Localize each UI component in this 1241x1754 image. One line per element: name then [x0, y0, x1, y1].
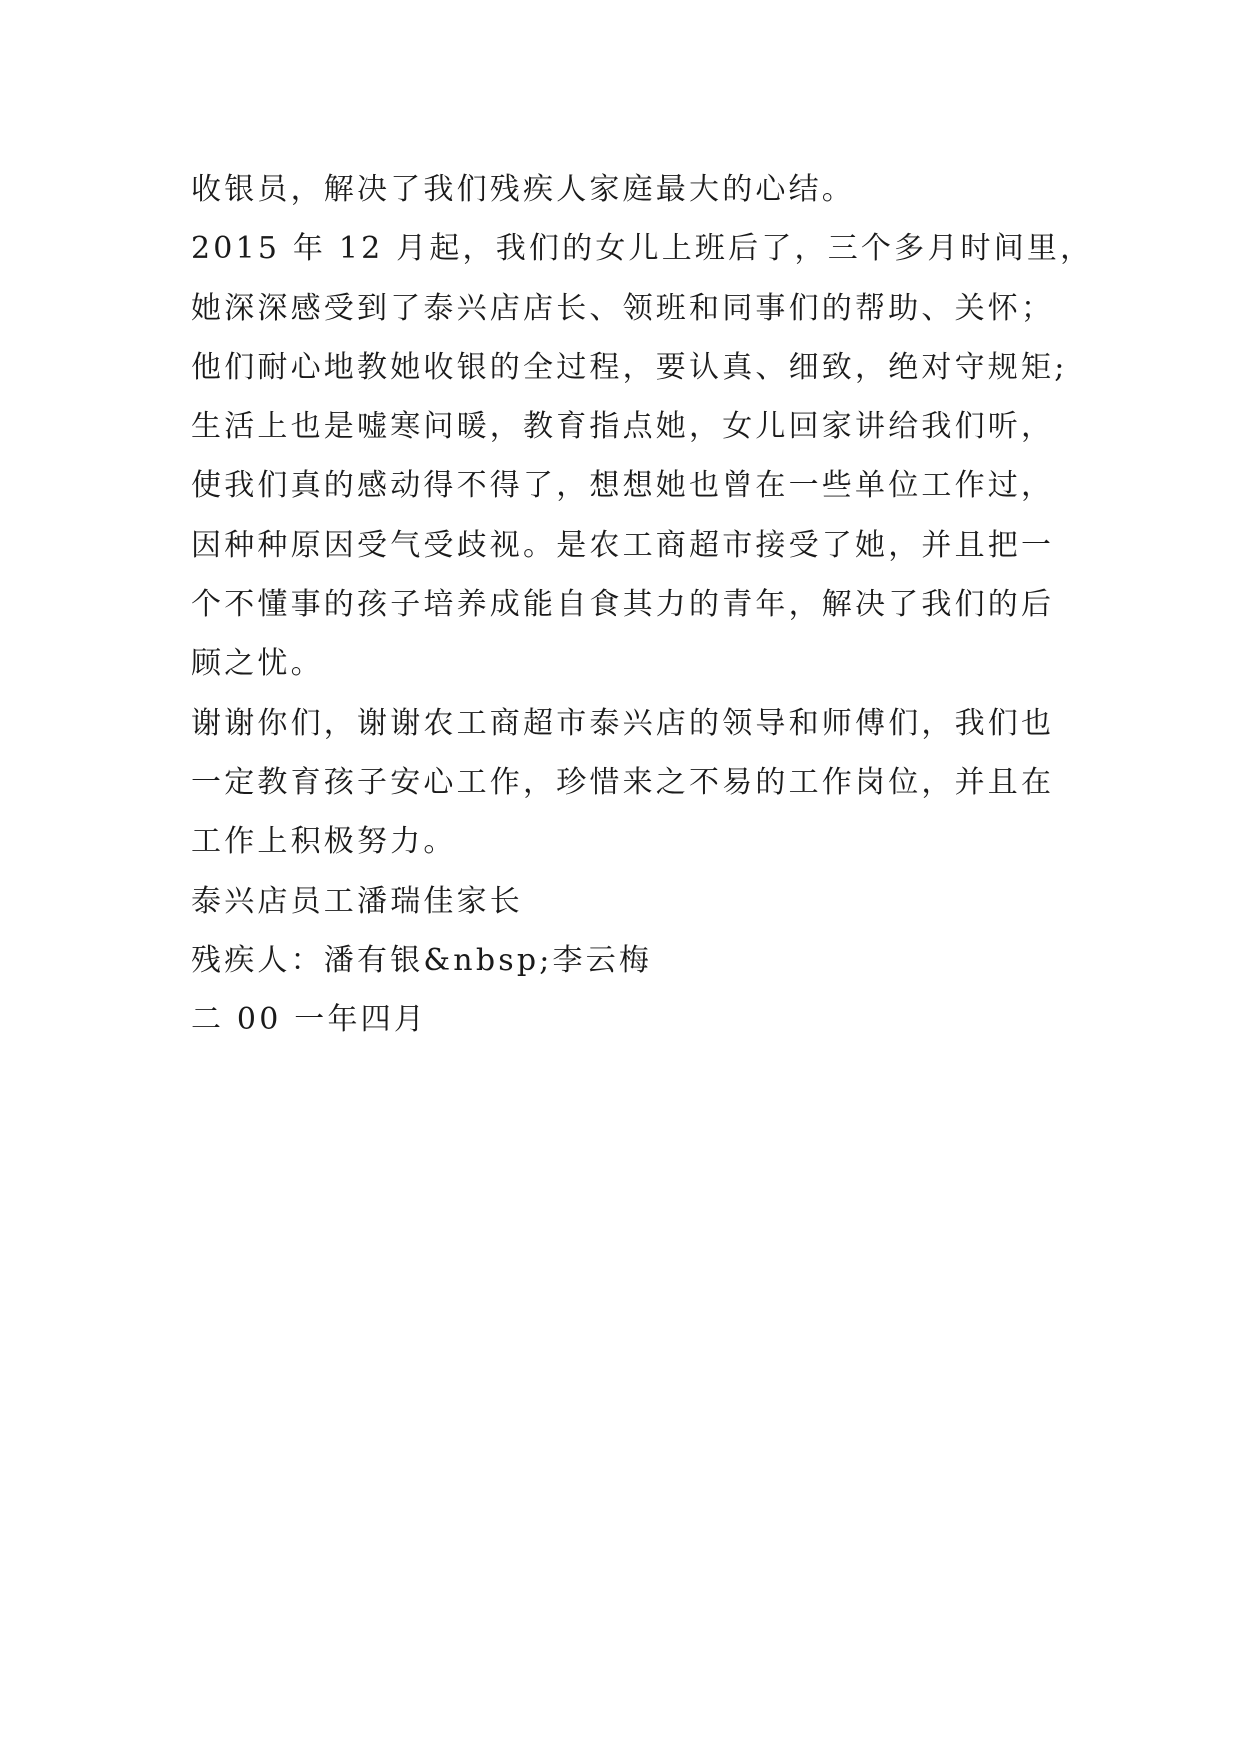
body-line: 2015 年 12 月起，我们的女儿上班后了，三个多月时间里， — [191, 231, 1094, 267]
body-line: 生活上也是嘘寒问暖，教育指点她，女儿回家讲给我们听， — [191, 409, 1055, 445]
signature-names: 残疾人：潘有银&nbsp;李云梅 — [191, 942, 653, 978]
body-line: 使我们真的感动得不得了，想想她也曾在一些单位工作过， — [191, 468, 1055, 504]
body-line: 一定教育孩子安心工作，珍惜来之不易的工作岗位，并且在 — [191, 764, 1055, 800]
signature-line: 泰兴店员工潘瑞佳家长 — [191, 883, 523, 919]
body-line: 谢谢你们，谢谢农工商超市泰兴店的领导和师傅们，我们也 — [191, 705, 1055, 741]
letter-body — [191, 160, 1094, 1049]
body-line: 收银员，解决了我们残疾人家庭最大的心结。 — [191, 172, 855, 207]
body-line: 他们耐心地教她收银的全过程，要认真、细致，绝对守规矩; — [191, 349, 1068, 385]
body-line: 个不懂事的孩子培养成能自食其力的青年，解决了我们的后 — [191, 587, 1055, 623]
body-line: 因种种原因受气受歧视。是农工商超市接受了她，并且把一 — [191, 527, 1055, 563]
body-line: 顾之忧。 — [191, 646, 324, 682]
date-line: 二 00 一年四月 — [191, 1002, 428, 1038]
body-line: 工作上积极努力。 — [191, 824, 457, 860]
body-line: 她深深感受到了泰兴店店长、领班和同事们的帮助、关怀； — [191, 290, 1055, 326]
